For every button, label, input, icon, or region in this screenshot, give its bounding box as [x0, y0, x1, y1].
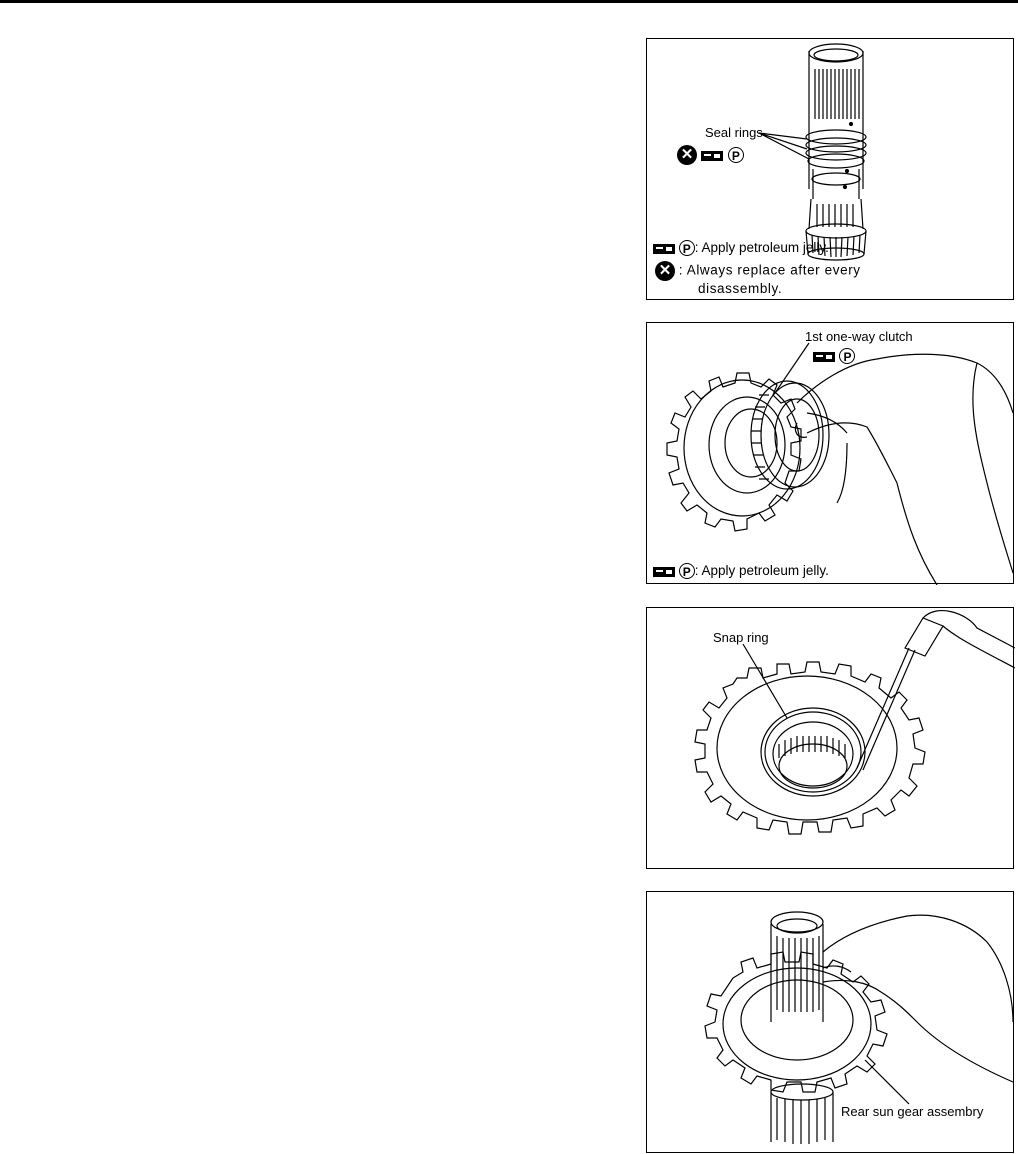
x-circle-icon: ✕	[677, 145, 697, 165]
p-circle-icon: P	[679, 240, 695, 256]
legend-petroleum-row-2	[653, 562, 829, 579]
legend-replace-row	[655, 261, 861, 281]
header-rule	[0, 0, 1018, 3]
jelly-jar-icon	[653, 565, 675, 577]
jelly-jar-icon	[813, 350, 835, 362]
figure-rear-sun-gear	[646, 891, 1014, 1153]
snap-ring-drawing	[647, 608, 1015, 870]
jelly-jar-icon	[653, 242, 675, 254]
p-circle-icon: P	[728, 147, 744, 163]
legend-replace-text-2: disassembly.	[698, 281, 783, 296]
legend-petroleum-row	[653, 239, 829, 256]
callout-rear-sun-gear: Rear sun gear assembry	[841, 1104, 984, 1119]
legend-petroleum-text-2: : Apply petroleum jelly.	[694, 563, 829, 578]
legend-replace-text: : Always replace after every	[678, 262, 861, 278]
legend-petroleum-text: : Apply petroleum jelly.	[694, 240, 829, 255]
figure-seal-rings	[646, 38, 1014, 300]
clutch-icon-group	[813, 347, 855, 365]
callout-seal-rings: Seal rings	[705, 125, 763, 140]
p-circle-icon: P	[679, 563, 695, 579]
jelly-jar-icon	[701, 149, 723, 161]
figure-snap-ring	[646, 607, 1014, 869]
seal-rings-icon-group	[677, 145, 744, 165]
figure-one-way-clutch	[646, 322, 1014, 584]
callout-one-way-clutch: 1st one-way clutch	[805, 329, 913, 344]
x-circle-icon: ✕	[655, 261, 675, 281]
p-circle-icon: P	[839, 348, 855, 364]
callout-snap-ring: Snap ring	[713, 630, 769, 645]
